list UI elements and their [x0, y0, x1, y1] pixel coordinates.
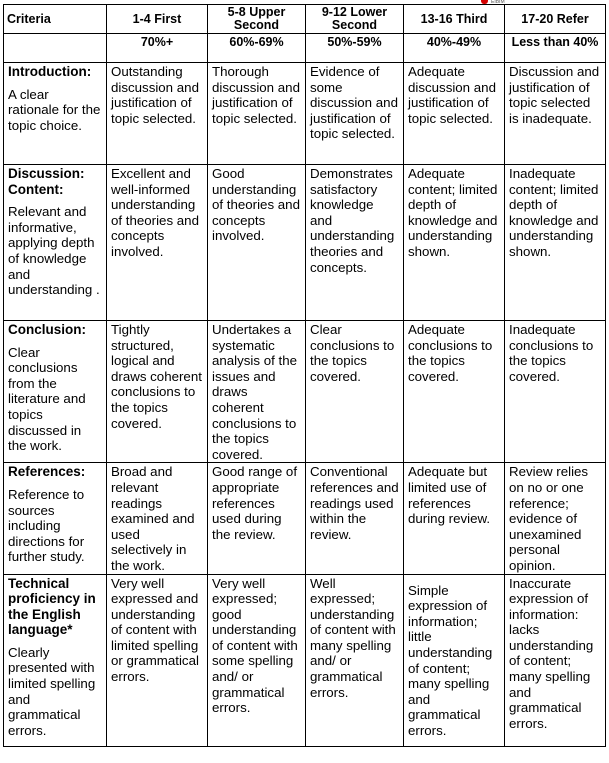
criteria-title: Technical proficiency in the English language* [8, 575, 96, 638]
percentage-row [4, 34, 606, 63]
header-band-first: 1-4 First [107, 5, 208, 34]
percentage-upper-second: 60%-69% [208, 34, 306, 63]
header-criteria: Criteria [4, 5, 107, 34]
criteria-cell [4, 463, 107, 574]
percentage-refer: Less than 40% [505, 34, 606, 63]
criteria-title: References: [8, 464, 86, 480]
header-band-third: 13-16 Third [404, 5, 505, 34]
criteria-description: Relevant and informative, applying depth of knowledge and understanding . [8, 204, 100, 298]
criteria-description: Clearly presented with limited spelling and grammatical errors. [8, 644, 96, 738]
descriptor-first: Tightly structured, logical and draws coherent conclusions to the topics covered. [107, 321, 208, 463]
descriptor-upper-second: Very well expressed; good understanding of content with some spelling and/ or grammatical errors. [208, 574, 306, 746]
percentage-third: 40%-49% [404, 34, 505, 63]
criteria-title: Discussion: Content: [8, 166, 85, 197]
criteria-cell [4, 165, 107, 321]
page-mark-text: EIBIM [491, 0, 505, 5]
descriptor-third: Adequate content; limited depth of knowledge and understanding shown. [404, 165, 505, 321]
descriptor-upper-second: Good range of appropriate references used during the review. [208, 463, 306, 574]
criteria-row-discussion [4, 165, 606, 321]
descriptor-third: Adequate discussion and justification of topic selected. [404, 63, 505, 165]
percentage-empty-cell [4, 34, 107, 63]
criteria-cell [4, 63, 107, 165]
descriptor-third: Adequate conclusions to the topics covered. [404, 321, 505, 463]
descriptor-upper-second: Good understanding of theories and concepts involved. [208, 165, 306, 321]
criteria-title: Conclusion: [8, 322, 86, 337]
criteria-description: Reference to sources including directions for further study. [8, 486, 85, 565]
marking-rubric-table [3, 4, 606, 747]
descriptor-first: Excellent and well-informed understanding of theories and concepts involved. [107, 165, 208, 321]
descriptor-third: Simple expression of information; little understanding of content; many spelling and grammatical errors. [404, 574, 505, 746]
descriptor-refer: Review relies on no or one reference; evidence of unexamined personal opinion. [505, 463, 606, 574]
descriptor-lower-second: Well expressed; understanding of content with many spelling and/ or grammatical errors. [306, 574, 404, 746]
descriptor-lower-second: Clear conclusions to the topics covered. [306, 321, 404, 463]
criteria-description: A clear rationale for the topic choice. [8, 86, 101, 133]
descriptor-first: Outstanding discussion and justification of topic selected. [107, 63, 208, 165]
header-band-refer: 17-20 Refer [505, 5, 606, 34]
criteria-row-technical-proficiency [4, 574, 606, 746]
criteria-cell [4, 321, 107, 463]
criteria-title: Introduction: [8, 64, 92, 79]
descriptor-lower-second: Evidence of some discussion and justification of topic selected. [306, 63, 404, 165]
header-row [4, 5, 606, 34]
descriptor-refer: Discussion and justification of topic selected is inadequate. [505, 63, 606, 165]
descriptor-lower-second: Conventional references and readings used within the review. [306, 463, 404, 574]
descriptor-refer: Inadequate content; limited depth of knowledge and understanding shown. [505, 165, 606, 321]
criteria-row-conclusion [4, 321, 606, 463]
criteria-row-introduction [4, 63, 606, 165]
descriptor-refer: Inadequate conclusions to the topics covered. [505, 321, 606, 463]
descriptor-first: Very well expressed and understanding of content with limited spelling or grammatical errors. [107, 574, 208, 746]
percentage-lower-second: 50%-59% [306, 34, 404, 63]
criteria-row-references [4, 463, 606, 574]
criteria-description: Clear conclusions from the literature and topics discussed in the work. [8, 344, 86, 454]
descriptor-refer: Inaccurate expression of information: lacks understanding of content; many spelling and grammatical errors. [505, 574, 606, 746]
descriptor-third: Adequate but limited use of references during review. [404, 463, 505, 574]
descriptor-lower-second: Demonstrates satisfactory knowledge and understanding theories and concepts. [306, 165, 404, 321]
header-band-lower-second: 9-12 Lower Second [306, 5, 404, 34]
percentage-first: 70%+ [107, 34, 208, 63]
descriptor-upper-second: Thorough discussion and justification of topic selected. [208, 63, 306, 165]
header-band-upper-second: 5-8 Upper Second [208, 5, 306, 34]
descriptor-first: Broad and relevant readings examined and used selectively in the work. [107, 463, 208, 574]
criteria-cell [4, 574, 107, 746]
descriptor-upper-second: Undertakes a systematic analysis of the issues and draws coherent conclusions to the topics covered. [208, 321, 306, 463]
